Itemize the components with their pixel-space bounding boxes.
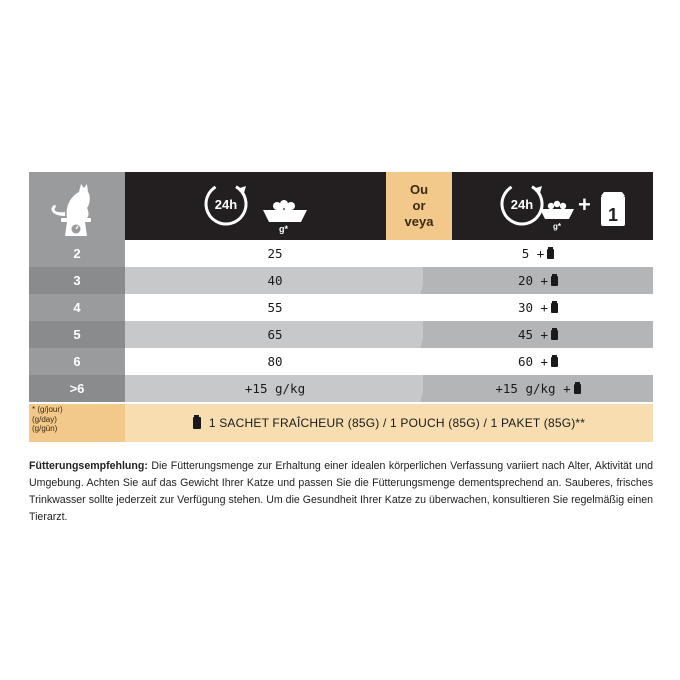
cat-weight-header xyxy=(29,172,125,240)
mix-value: 45 + xyxy=(517,327,549,342)
table-row xyxy=(29,240,653,267)
gram-label-2: g* xyxy=(553,222,561,231)
mix-amount-cell xyxy=(423,375,653,402)
mix-amount-cell xyxy=(423,294,653,321)
weight-cell: 2 xyxy=(29,240,125,267)
pouch-note-bar xyxy=(125,404,653,442)
table-row xyxy=(29,294,653,321)
mix-amount-cell xyxy=(423,240,653,267)
mix-value: 60 + xyxy=(517,354,549,369)
weight-cell: 4 xyxy=(29,294,125,321)
clock-24h-icon xyxy=(200,178,252,230)
weight-cell: 3 xyxy=(29,267,125,294)
dry-amount-cell: 65 xyxy=(125,321,425,348)
table-footer xyxy=(29,404,653,442)
table-row xyxy=(29,348,653,375)
weight-cell: 6 xyxy=(29,348,125,375)
dry-amount-cell: +15 g/kg xyxy=(125,375,425,402)
or-line-en: or xyxy=(412,198,426,213)
dry-amount-cell: 55 xyxy=(267,300,283,315)
unit-en: (g/day) xyxy=(32,414,57,424)
mix-amount-cell xyxy=(423,348,653,375)
mix-value: 30 + xyxy=(517,300,549,315)
pouch-icon xyxy=(551,357,558,367)
or-line-tr: veya xyxy=(404,214,434,229)
weight-cell: >6 xyxy=(29,375,125,402)
mix-amount-cell xyxy=(423,267,653,294)
clock-label: 24h xyxy=(214,197,238,212)
mix-value: 20 + xyxy=(517,273,549,288)
pouch-icon xyxy=(551,276,558,286)
pouch-icon xyxy=(598,190,628,228)
or-line-fr: Ou xyxy=(409,182,429,197)
dry-food-header xyxy=(125,172,386,240)
unit-fr: * (g/jour) xyxy=(32,405,63,414)
paragraph-lead: Fütterungsempfehlung: xyxy=(29,460,148,472)
units-note xyxy=(29,404,125,442)
table-row xyxy=(29,321,653,348)
food-bowl-icon-2 xyxy=(536,196,576,232)
mixed-feeding-header xyxy=(452,172,653,240)
paragraph-body: Die Fütterungsmenge zur Erhaltung einer idealen körperlichen Verfassung variiert nach Alter, Aktivität und Umgebung. Achten Sie auf das Gewicht Ihrer Katze und passen Sie die Fütterungsmenge dementsprechend an. Sauberes, frisches Trinkwasser sollte jederzeit zur Verfügung stehen. Um die Gesundheit Ihrer Katze zu überwachen, konsultieren Sie regelmäßig einen Tierarzt. xyxy=(29,460,653,523)
pouch-icon xyxy=(547,249,554,259)
feeding-recommendation-text xyxy=(29,458,653,526)
dry-amount-cell: 80 xyxy=(267,354,283,369)
food-bowl-icon xyxy=(257,194,313,234)
weight-cell: 5 xyxy=(29,321,125,348)
pouch-icon xyxy=(551,303,558,313)
clock-label-2: 24h xyxy=(510,197,534,212)
pouch-icon xyxy=(193,417,201,429)
or-separator xyxy=(386,172,452,240)
mix-value: +15 g/kg + xyxy=(495,381,571,396)
gram-label: g* xyxy=(279,224,288,234)
pouch-icon xyxy=(551,330,558,340)
table-row xyxy=(29,375,653,402)
plus-sign: + xyxy=(578,192,591,217)
table-row xyxy=(29,267,653,294)
feeding-table xyxy=(29,172,653,442)
cat-on-scale-icon xyxy=(43,176,107,238)
pouch-count: 1 xyxy=(607,205,619,225)
pouch-icon xyxy=(574,384,581,394)
mix-amount-cell xyxy=(423,321,653,348)
table-header xyxy=(29,172,653,240)
mix-value: 5 + xyxy=(521,246,545,261)
dry-amount-cell: 25 xyxy=(267,246,283,261)
dry-amount-cell: 40 xyxy=(125,267,425,294)
pouch-note: 1 SACHET FRAÎCHEUR (85G) / 1 POUCH (85G) / 1 PAKET (85G)** xyxy=(208,416,586,430)
unit-tr: (g/gün) xyxy=(32,424,58,433)
